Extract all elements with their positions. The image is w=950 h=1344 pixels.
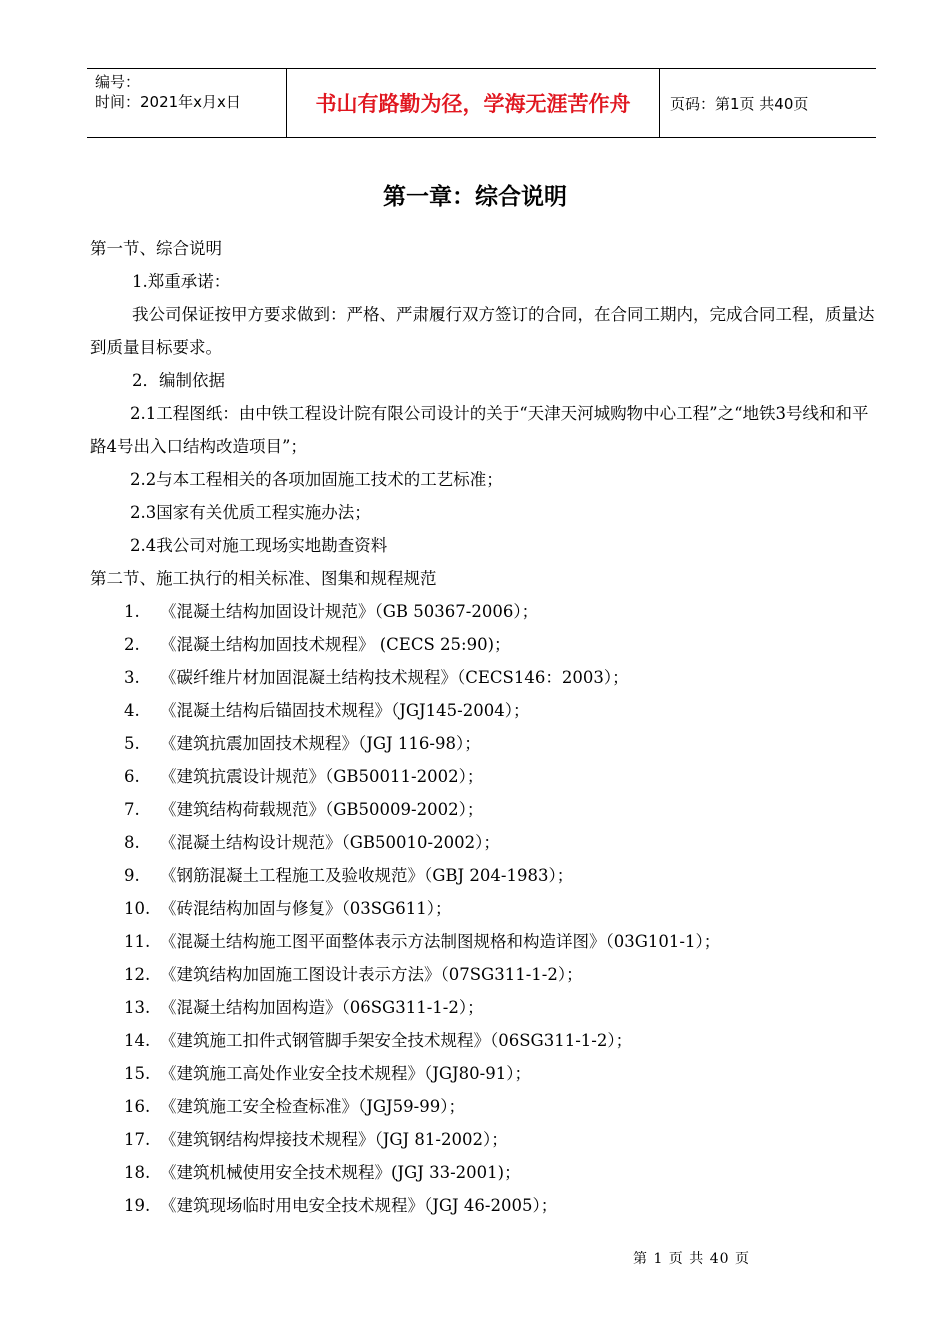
list-item-number: 16. bbox=[124, 1097, 151, 1116]
header-page-number: 页码：第1页 共40页 bbox=[670, 94, 809, 113]
section-heading: 第一节、综合说明 bbox=[90, 239, 222, 258]
paragraph: 我公司保证按甲方要求做到：严格、严肃履行双方签订的合同，在合同工期内，完成合同工程，质量达到质量目标要求。 bbox=[90, 305, 875, 357]
list-item bbox=[90, 1156, 878, 1189]
list-item-text: 《建筑现场临时用电安全技术规程》（JGJ 46-2005）； bbox=[160, 1196, 558, 1215]
list-item-number: 13. bbox=[124, 998, 151, 1017]
list-item bbox=[90, 1057, 878, 1090]
item-title: 1.郑重承诺： bbox=[132, 272, 231, 291]
header-motto: 书山有路勤为径，学海无涯苦作舟 bbox=[287, 69, 660, 137]
list-item-number: 1. bbox=[124, 602, 140, 621]
list-item-text: 《混凝土结构加固设计规范》（GB 50367-2006）； bbox=[160, 602, 539, 621]
list-item-text: 《砖混结构加固与修复》（03SG611）； bbox=[160, 899, 452, 918]
list-item bbox=[90, 892, 878, 925]
list-item-number: 6. bbox=[124, 767, 140, 786]
list-item bbox=[90, 1189, 878, 1222]
paragraph: 2.3国家有关优质工程实施办法； bbox=[130, 503, 371, 522]
list-item bbox=[90, 859, 878, 892]
page-footer: 第 1 页 共 40 页 bbox=[633, 1251, 750, 1267]
standards-list bbox=[90, 595, 878, 1222]
list-item-text: 《钢筋混凝土工程施工及验收规范》（GBJ 204-1983）； bbox=[160, 866, 574, 885]
list-item bbox=[90, 793, 878, 826]
list-item bbox=[90, 694, 878, 727]
list-item-number: 7. bbox=[124, 800, 140, 819]
chapter-title: 第一章：综合说明 bbox=[383, 184, 567, 210]
header-number: 编号： bbox=[95, 73, 141, 91]
list-item-number: 19. bbox=[124, 1196, 151, 1215]
list-item bbox=[90, 1090, 878, 1123]
list-item-text: 《建筑结构荷载规范》（GB50009-2002）； bbox=[160, 800, 484, 819]
list-item-number: 17. bbox=[124, 1130, 151, 1149]
list-item bbox=[90, 628, 878, 661]
list-item-number: 10. bbox=[124, 899, 151, 918]
list-item-text: 《建筑施工扣件式钢管脚手架安全技术规程》（06SG311-1-2）； bbox=[160, 1031, 633, 1050]
list-item-number: 4. bbox=[124, 701, 140, 720]
list-item bbox=[90, 925, 878, 958]
list-item bbox=[90, 958, 878, 991]
list-item-text: 《建筑抗震加固技术规程》（JGJ 116-98）； bbox=[160, 734, 481, 753]
section-heading: 第二节、施工执行的相关标准、图集和规程规范 bbox=[90, 569, 437, 588]
list-item bbox=[90, 595, 878, 628]
header-meta bbox=[87, 69, 287, 137]
list-item bbox=[90, 1024, 878, 1057]
list-item-number: 8. bbox=[124, 833, 140, 852]
list-item bbox=[90, 991, 878, 1024]
list-item-text: 《混凝土结构加固技术规程》 (CECS 25:90)； bbox=[160, 635, 511, 654]
list-item-number: 14. bbox=[124, 1031, 151, 1050]
list-item-text: 《建筑施工安全检查标准》（JGJ59-99）； bbox=[160, 1097, 465, 1116]
document-body bbox=[90, 232, 878, 1222]
list-item-text: 《混凝土结构施工图平面整体表示方法制图规格和构造详图》（03G101-1）； bbox=[160, 932, 721, 951]
list-item-text: 《建筑施工高处作业安全技术规程》（JGJ80-91）； bbox=[160, 1064, 531, 1083]
header-time: 时间：2021年x月x日 bbox=[95, 93, 241, 111]
list-item-text: 《建筑钢结构焊接技术规程》（JGJ 81-2002）； bbox=[160, 1130, 508, 1149]
paragraph: 2.2与本工程相关的各项加固施工技术的工艺标准； bbox=[130, 470, 503, 489]
list-item bbox=[90, 826, 878, 859]
list-item-number: 5. bbox=[124, 734, 140, 753]
paragraph: 2.1工程图纸：由中铁工程设计院有限公司设计的关于“天津天河城购物中心工程”之“地铁3号线和和平路4号出入口结构改造项目”； bbox=[90, 404, 869, 456]
paragraph: 2.4我公司对施工现场实地勘查资料 bbox=[130, 536, 388, 555]
list-item-number: 3. bbox=[124, 668, 140, 687]
list-item bbox=[90, 727, 878, 760]
page-header bbox=[87, 68, 876, 138]
list-item bbox=[90, 760, 878, 793]
list-item-number: 18. bbox=[124, 1163, 151, 1182]
list-item bbox=[90, 1123, 878, 1156]
list-item bbox=[90, 661, 878, 694]
list-item-number: 12. bbox=[124, 965, 151, 984]
list-item-text: 《混凝土结构加固构造》（06SG311-1-2）； bbox=[160, 998, 484, 1017]
list-item-text: 《碳纤维片材加固混凝土结构技术规程》（CECS146：2003）； bbox=[160, 668, 629, 687]
list-item-text: 《混凝土结构设计规范》（GB50010-2002）； bbox=[160, 833, 500, 852]
item-title: 2．编制依据 bbox=[132, 371, 225, 390]
list-item-number: 11. bbox=[124, 932, 151, 951]
list-item-text: 《建筑机械使用安全技术规程》(JGJ 33-2001)； bbox=[160, 1163, 521, 1182]
list-item-number: 2. bbox=[124, 635, 140, 654]
list-item-text: 《建筑结构加固施工图设计表示方法》（07SG311-1-2）； bbox=[160, 965, 583, 984]
list-item-text: 《混凝土结构后锚固技术规程》（JGJ145-2004）； bbox=[160, 701, 530, 720]
list-item-text: 《建筑抗震设计规范》（GB50011-2002）； bbox=[160, 767, 484, 786]
list-item-number: 15. bbox=[124, 1064, 151, 1083]
list-item-number: 9. bbox=[124, 866, 140, 885]
